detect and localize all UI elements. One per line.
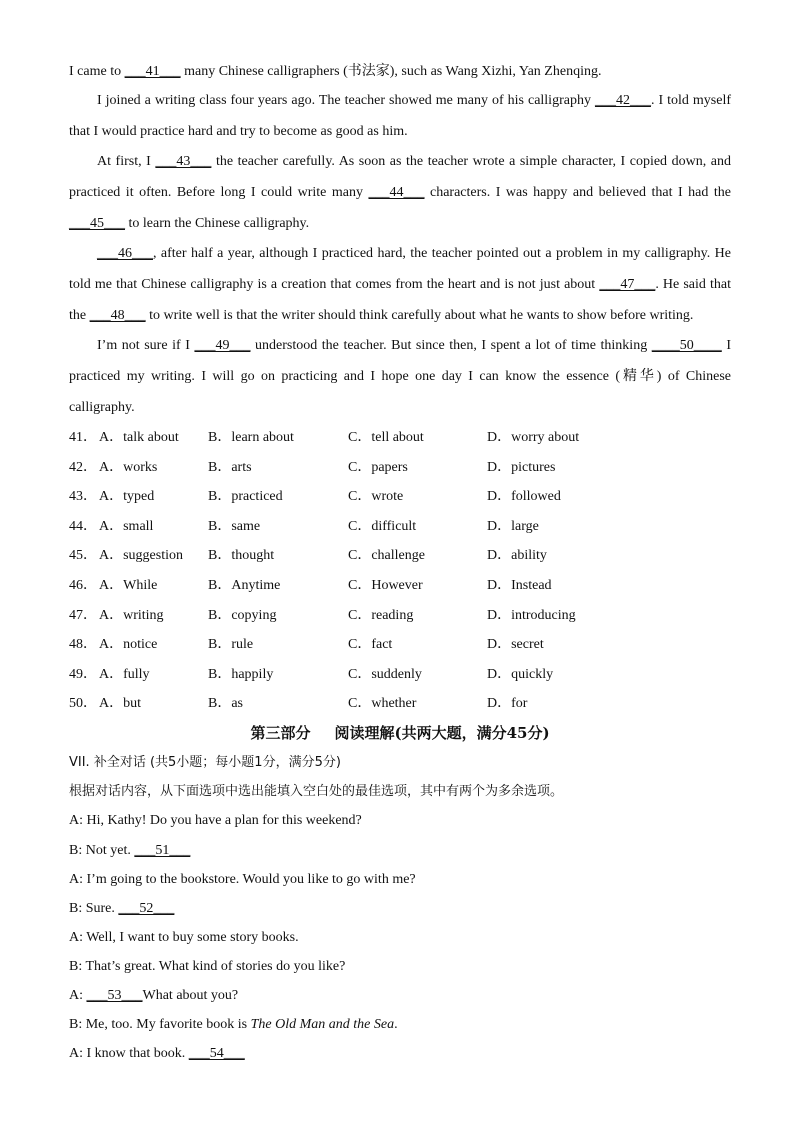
blank-54[interactable]: ___54___	[188, 1046, 245, 1061]
dialogue-line: B: Not yet. ___51___	[69, 843, 191, 858]
passage-line-12: calligraphy.	[69, 400, 135, 415]
question-number: 47．	[69, 607, 97, 623]
option-row	[69, 606, 731, 626]
blank-46[interactable]: ___46___	[97, 246, 153, 261]
option-c[interactable]: C．However	[348, 578, 423, 593]
blank-48[interactable]: ___48___	[89, 308, 146, 323]
option-a[interactable]: A．small	[99, 518, 154, 534]
question-number: 44．	[69, 518, 97, 534]
option-row	[69, 635, 731, 655]
passage-line-3: that I would practice hard and try to become as good as him.	[69, 124, 408, 139]
blank-52[interactable]: ___52___	[118, 901, 175, 916]
option-row	[69, 694, 731, 714]
dialogue-line: A: ___53___What about you?	[69, 988, 239, 1003]
passage-line-6: ___45___ to learn the Chinese calligraphy.	[69, 216, 310, 231]
passage-line-2: I joined a writing class four years ago. The teacher showed me many of his calligraphy ___42___. I told myself	[97, 93, 731, 108]
option-c[interactable]: C．tell about	[348, 430, 424, 445]
option-d[interactable]: D．introducing	[487, 607, 576, 623]
dialogue-line: B: Me, too. My favorite book is The Old Man and the Sea.	[69, 1017, 398, 1032]
question-number: 45．	[69, 548, 97, 564]
passage-line-11: practiced my writing. I will go on practicing and I hope one day I can know the essence (精华) of Chinese	[69, 369, 731, 384]
option-a[interactable]: A．works	[99, 459, 158, 475]
option-a[interactable]: A．writing	[99, 607, 164, 623]
blank-43[interactable]: ___43___	[155, 154, 212, 169]
book-title: The Old Man and the Sea	[250, 1017, 395, 1032]
dialogue-line: A: I’m going to the bookstore. Would you like to go with me?	[69, 872, 416, 887]
passage-line-8: told me that Chinese calligraphy is a creation that comes from the heart and is not just about ___47___. He said that	[69, 277, 731, 292]
option-row	[69, 517, 731, 537]
blank-49[interactable]: ___49___	[194, 338, 251, 353]
question-number: 42．	[69, 459, 97, 475]
passage-line-4: At first, I ___43___ the teacher carefully. As soon as the teacher wrote a simple character, I copied down, and	[97, 154, 731, 169]
option-c[interactable]: C．challenge	[348, 548, 425, 564]
blank-44[interactable]: ___44___	[368, 185, 425, 200]
question-number: 41．	[69, 430, 97, 445]
option-d[interactable]: D．worry about	[487, 430, 580, 445]
passage-line-5: practiced it often. Before long I could write many ___44___ characters. I was happy and believed that I had the	[69, 185, 731, 200]
blank-47[interactable]: ___47___	[599, 277, 656, 292]
option-row	[69, 576, 731, 596]
passage-line-10: I’m not sure if I ___49___ understood the teacher. But since then, I spent a lot of time thinking ____50____ I	[97, 338, 731, 353]
option-d[interactable]: D．ability	[487, 548, 547, 564]
option-a[interactable]: A．fully	[99, 666, 150, 682]
option-c[interactable]: C．fact	[348, 637, 393, 653]
dialogue-line: B: Sure. ___52___	[69, 901, 175, 916]
question-number: 48．	[69, 637, 97, 653]
section-title: 阅读理解(共两大题，满分45分)	[334, 724, 550, 742]
blank-42[interactable]: ___42___	[594, 93, 651, 108]
question-number: 43．	[69, 489, 97, 505]
blank-50[interactable]: ____50____	[651, 338, 722, 353]
task7-instruction: 根据对话内容，从下面选项中选出能填入空白处的最佳选项，其中有两个为多余选项。	[69, 784, 564, 799]
option-row	[69, 487, 731, 507]
option-b[interactable]: B．arts	[208, 459, 252, 475]
option-b[interactable]: B．learn about	[208, 430, 294, 445]
option-c[interactable]: C．whether	[348, 696, 417, 712]
option-c[interactable]: C．reading	[348, 607, 414, 623]
option-d[interactable]: D．quickly	[487, 666, 554, 682]
option-d[interactable]: D．pictures	[487, 459, 556, 475]
option-d[interactable]: D．for	[487, 696, 528, 712]
passage-line-9: the ___48___ to write well is that the writer should think carefully about what he wants to show before writing.	[69, 308, 694, 323]
option-row	[69, 458, 731, 478]
option-b[interactable]: B．practiced	[208, 489, 283, 505]
option-c[interactable]: C．wrote	[348, 489, 404, 505]
dialogue-line: A: Well, I want to buy some story books.	[69, 930, 299, 945]
blank-51[interactable]: ___51___	[134, 843, 191, 858]
option-row	[69, 428, 731, 448]
option-c[interactable]: C．papers	[348, 459, 408, 475]
passage-line-1: I came to ___41___ many Chinese calligraphers (书法家), such as Wang Xizhi, Yan Zhenqing.	[69, 64, 602, 79]
option-d[interactable]: D．Instead	[487, 578, 552, 593]
option-a[interactable]: A．talk about	[99, 430, 179, 445]
option-b[interactable]: B．rule	[208, 637, 254, 653]
option-row	[69, 665, 731, 685]
option-a[interactable]: A．suggestion	[99, 548, 183, 564]
option-b[interactable]: B．copying	[208, 607, 277, 623]
option-a[interactable]: A．but	[99, 696, 141, 712]
option-row	[69, 546, 731, 566]
passage-line-7: ___46___, after half a year, although I practiced hard, the teacher pointed out a problem in my calligraphy. He	[97, 246, 731, 261]
option-a[interactable]: A．While	[99, 578, 158, 593]
blank-53[interactable]: ___53___	[86, 988, 143, 1003]
blank-45[interactable]: ___45___	[69, 216, 125, 231]
question-number: 50．	[69, 696, 97, 712]
option-b[interactable]: B．as	[208, 696, 243, 712]
dialogue-line: B: That’s great. What kind of stories do you like?	[69, 959, 346, 974]
option-b[interactable]: B．thought	[208, 548, 275, 564]
blank-41[interactable]: ___41___	[124, 64, 181, 79]
option-a[interactable]: A．typed	[99, 489, 155, 505]
option-b[interactable]: B．Anytime	[208, 578, 281, 593]
option-b[interactable]: B．same	[208, 518, 261, 534]
dialogue-line: A: I know that book. ___54___	[69, 1046, 245, 1061]
option-d[interactable]: D．secret	[487, 637, 544, 653]
section-heading	[0, 723, 800, 743]
option-d[interactable]: D．large	[487, 518, 539, 534]
option-d[interactable]: D．followed	[487, 489, 561, 505]
option-a[interactable]: A．notice	[99, 637, 158, 653]
dialogue-line: A: Hi, Kathy! Do you have a plan for this weekend?	[69, 813, 362, 828]
task7-title: VII. 补全对话 (共5小题；每小题1分，满分5分)	[69, 755, 341, 770]
option-c[interactable]: C．difficult	[348, 518, 417, 534]
option-b[interactable]: B．happily	[208, 666, 274, 682]
question-number: 49．	[69, 666, 97, 682]
option-c[interactable]: C．suddenly	[348, 666, 422, 682]
question-number: 46．	[69, 578, 97, 593]
section-part: 第三部分	[250, 724, 311, 742]
